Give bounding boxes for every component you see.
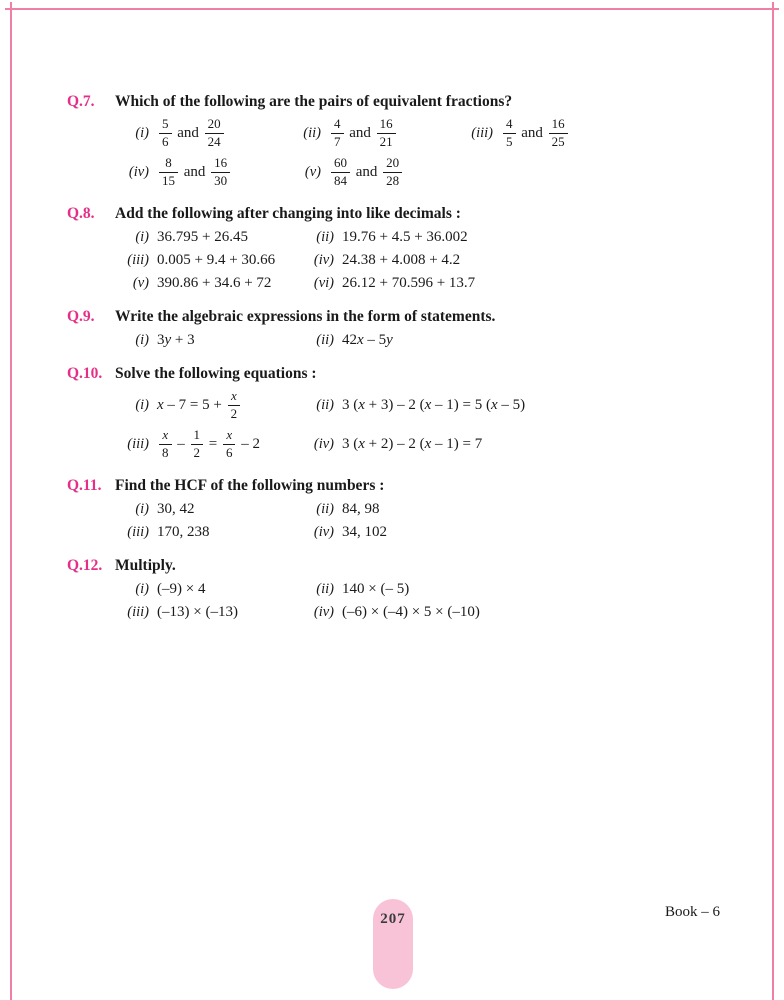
item-content: 3y + 3 xyxy=(157,331,195,348)
item xyxy=(300,275,475,292)
item-row xyxy=(115,428,742,461)
item xyxy=(115,117,287,150)
item xyxy=(115,581,300,598)
item-label: (i) xyxy=(135,331,149,348)
item-content: (–13) × (–13) xyxy=(157,603,238,620)
question-title: Multiply. xyxy=(115,556,176,574)
item-label: (v) xyxy=(304,163,321,180)
item-content: 0.005 + 9.4 + 30.66 xyxy=(157,251,276,268)
fraction-denominator: 84 xyxy=(334,172,347,188)
question-body xyxy=(67,229,742,292)
page-border-left xyxy=(10,2,12,1000)
question-title: Solve the following equations : xyxy=(115,364,317,382)
question-body xyxy=(67,581,742,621)
item-content: 26.12 + 70.596 + 13.7 xyxy=(342,274,476,291)
page-border-right xyxy=(772,2,774,1000)
item-content: 19.76 + 4.5 + 36.002 xyxy=(342,228,468,245)
item-content: 390.86 + 34.6 + 72 xyxy=(157,274,272,291)
question-header xyxy=(67,93,742,111)
fraction xyxy=(159,156,178,189)
item-row xyxy=(115,581,742,598)
item xyxy=(300,581,409,598)
fraction xyxy=(228,389,241,422)
item-row xyxy=(115,156,742,189)
item-content: 30, 42 xyxy=(157,500,195,517)
fraction-numerator: 16 xyxy=(549,117,568,134)
item xyxy=(459,117,570,150)
item-label: (iii) xyxy=(471,124,493,141)
question-number: Q.11. xyxy=(67,476,102,494)
item-content: x – 7 = 5 + $\frac{x}{2}$ xyxy=(157,389,242,422)
item-label: (iv) xyxy=(313,523,334,540)
question-number: Q.7. xyxy=(67,93,95,110)
question xyxy=(67,308,742,349)
item xyxy=(300,501,380,518)
fraction xyxy=(159,428,172,461)
page-number-badge xyxy=(373,899,413,989)
question-header xyxy=(67,205,742,223)
question-header xyxy=(67,365,742,383)
item-label: (i) xyxy=(135,580,149,597)
question-body xyxy=(67,501,742,541)
question-number: Q.9. xyxy=(67,307,95,325)
fraction xyxy=(331,156,350,189)
item xyxy=(300,436,482,453)
fraction-denominator: 6 xyxy=(225,444,233,460)
item xyxy=(115,524,300,541)
item-row xyxy=(115,252,742,269)
item-content: $\frac{5}{6}$ and $\frac{20}{24}$ xyxy=(157,117,226,150)
fraction-numerator: x xyxy=(228,389,241,406)
fraction-numerator: 20 xyxy=(205,117,224,134)
fraction-denominator: 7 xyxy=(334,133,341,149)
item-label: (iii) xyxy=(127,523,149,540)
fraction-denominator: 25 xyxy=(551,133,565,149)
question-header xyxy=(67,477,742,495)
fraction-denominator: 5 xyxy=(506,133,513,149)
item-content: $\frac{4}{5}$ and $\frac{16}{25}$ xyxy=(501,117,570,150)
item-label: (iv) xyxy=(313,251,334,268)
item-content: (–6) × (–4) × 5 × (–10) xyxy=(342,603,480,620)
item-content: 34, 102 xyxy=(342,523,387,540)
item xyxy=(115,252,300,269)
question xyxy=(67,93,742,189)
item xyxy=(115,389,300,422)
item-label: (i) xyxy=(135,228,149,245)
question xyxy=(67,365,742,461)
fraction xyxy=(159,117,172,150)
item xyxy=(300,252,460,269)
fraction xyxy=(549,117,568,150)
item-label: (ii) xyxy=(316,228,334,245)
item-row xyxy=(115,524,742,541)
fraction-numerator: 16 xyxy=(377,117,396,134)
item-row xyxy=(115,229,742,246)
question-number: Q.12. xyxy=(67,556,103,574)
item-content: 24.38 + 4.008 + 4.2 xyxy=(342,251,461,268)
fraction-denominator: 24 xyxy=(207,133,221,149)
item xyxy=(115,501,300,518)
item-row xyxy=(115,117,742,150)
page-border-top xyxy=(5,8,779,10)
question-body xyxy=(67,117,742,189)
item-content: $\frac{8}{15}$ and $\frac{16}{30}$ xyxy=(157,156,232,189)
fraction xyxy=(503,117,516,150)
item xyxy=(115,156,287,189)
question xyxy=(67,477,742,541)
item-row xyxy=(115,332,742,349)
question-header xyxy=(67,308,742,326)
fraction xyxy=(191,428,204,461)
item-label: (ii) xyxy=(303,124,321,141)
item xyxy=(300,229,468,246)
fraction-denominator: 28 xyxy=(386,172,400,188)
item-content: 84, 98 xyxy=(342,500,380,517)
question-body xyxy=(67,332,742,349)
question-title: Write the algebraic expressions in the form of statements. xyxy=(115,307,496,325)
fraction-numerator: 20 xyxy=(383,156,402,173)
item-label: (v) xyxy=(132,274,149,291)
fraction xyxy=(205,117,224,150)
item-label: (iii) xyxy=(127,251,149,268)
item-content: 170, 238 xyxy=(157,523,210,540)
questions xyxy=(67,93,742,637)
item-content: 42x – 5y xyxy=(342,331,393,348)
item-label: (ii) xyxy=(316,331,334,348)
item-label: (i) xyxy=(135,124,149,141)
item-label: (iii) xyxy=(127,603,149,620)
question-title: Which of the following are the pairs of equivalent fractions? xyxy=(115,93,513,110)
item-label: (vi) xyxy=(313,274,334,291)
fraction-denominator: 30 xyxy=(214,172,228,188)
fraction-numerator: 5 xyxy=(159,117,172,134)
item-content: $\frac{x}{8}$ – $\frac{1}{2}$ = $\frac{x}{6}$ – 2 xyxy=(157,428,260,461)
item-label: (ii) xyxy=(316,500,334,517)
question-header xyxy=(67,557,742,575)
question-number: Q.8. xyxy=(67,204,95,222)
item xyxy=(287,156,404,189)
fraction xyxy=(383,156,402,189)
item xyxy=(300,397,525,414)
question-number: Q.10. xyxy=(67,364,103,382)
item xyxy=(300,332,393,349)
item-content: 140 × (– 5) xyxy=(342,580,410,597)
question-body xyxy=(67,389,742,461)
item-content: 36.795 + 26.45 xyxy=(157,228,248,245)
item-label: (i) xyxy=(135,396,149,413)
question xyxy=(67,557,742,621)
question xyxy=(67,205,742,292)
fraction-numerator: 16 xyxy=(211,156,230,173)
item xyxy=(115,275,300,292)
item-label: (iv) xyxy=(128,163,149,180)
item-content: 3 (x + 3) – 2 (x – 1) = 5 (x – 5) xyxy=(342,396,526,413)
item-label: (iv) xyxy=(313,603,334,620)
fraction-numerator: x xyxy=(159,428,172,445)
item-label: (iii) xyxy=(127,435,149,452)
item-row xyxy=(115,501,742,518)
book-label: Book – 6 xyxy=(664,904,720,920)
fraction xyxy=(377,117,396,150)
fraction-numerator: x xyxy=(223,428,236,445)
fraction-denominator: 6 xyxy=(162,133,169,149)
item xyxy=(115,604,300,621)
fraction-denominator: 2 xyxy=(230,405,238,421)
item-content: 3 (x + 2) – 2 (x – 1) = 7 xyxy=(342,435,483,452)
item xyxy=(115,332,300,349)
question-title: Add the following after changing into like decimals : xyxy=(115,204,461,222)
fraction-denominator: 8 xyxy=(162,444,169,460)
fraction xyxy=(331,117,344,150)
fraction-denominator: 2 xyxy=(193,444,200,460)
item-label: (iv) xyxy=(313,435,334,452)
page-number: 207 xyxy=(380,911,406,927)
fraction xyxy=(211,156,230,189)
item-content: $\frac{60}{84}$ and $\frac{20}{28}$ xyxy=(329,156,404,189)
item-row xyxy=(115,275,742,292)
item-content: (–9) × 4 xyxy=(157,580,206,597)
item-label: (ii) xyxy=(316,580,334,597)
fraction-denominator: 21 xyxy=(379,133,393,149)
item xyxy=(300,524,387,541)
item-label: (ii) xyxy=(316,396,334,413)
fraction-numerator: 60 xyxy=(331,156,350,173)
fraction-numerator: 1 xyxy=(191,428,204,445)
item-row xyxy=(115,604,742,621)
fraction xyxy=(223,428,236,461)
item xyxy=(115,229,300,246)
fraction-numerator: 4 xyxy=(503,117,516,134)
fraction-numerator: 8 xyxy=(159,156,178,173)
item xyxy=(287,117,459,150)
item-row xyxy=(115,389,742,422)
fraction-denominator: 15 xyxy=(162,172,175,188)
fraction-numerator: 4 xyxy=(331,117,344,134)
item-content: $\frac{4}{7}$ and $\frac{16}{21}$ xyxy=(329,117,398,150)
question-title: Find the HCF of the following numbers : xyxy=(115,476,385,494)
item-label: (i) xyxy=(135,500,149,517)
item xyxy=(115,428,300,461)
item xyxy=(300,604,480,621)
